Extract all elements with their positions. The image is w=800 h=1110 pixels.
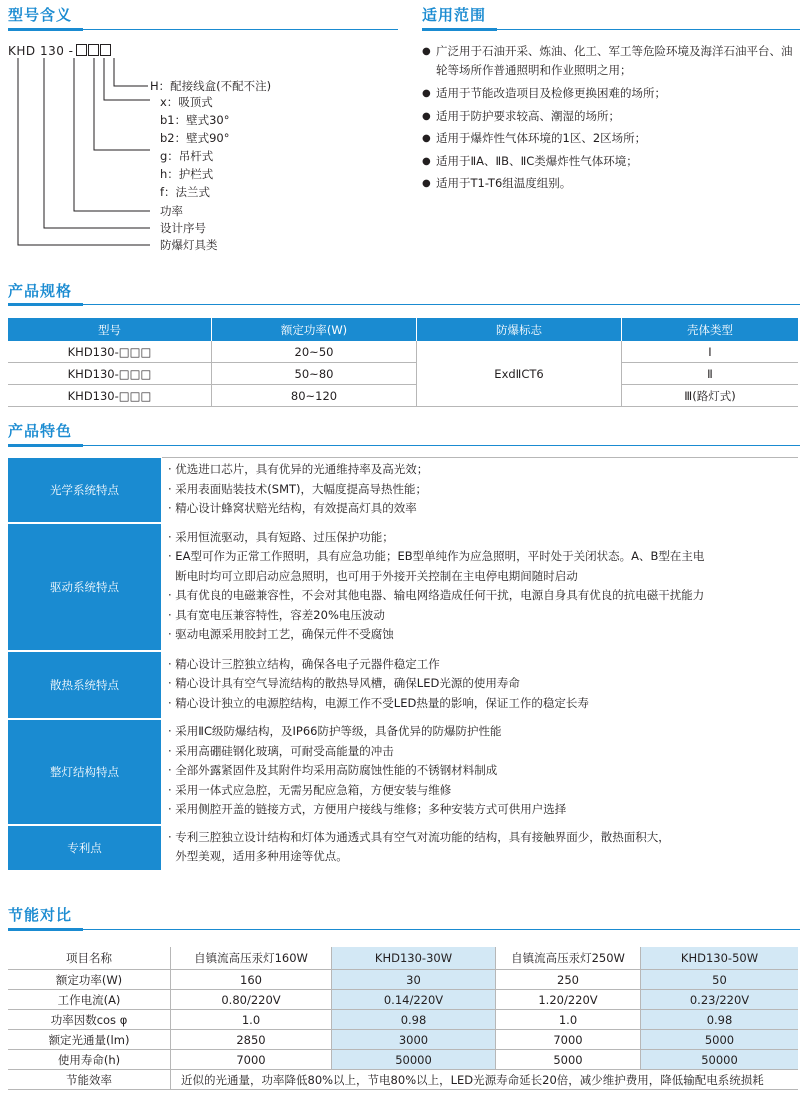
- energy-cell: 2850: [171, 1030, 332, 1050]
- feature-line: 断电时均可立即启动应急照明，也可用于外接开关控制在主电停电期间随时启动: [168, 568, 578, 583]
- feature-category: 驱动系统特点: [8, 523, 162, 651]
- scope-item: ● 适用于爆炸性气体环境的1区、2区场所；: [422, 129, 800, 148]
- spec-ex-mark: ExdⅡCT6: [417, 341, 622, 407]
- energy-comparison-table: [8, 947, 798, 1090]
- energy-cell: 1.0: [496, 1010, 641, 1030]
- legend-item: f：法兰式: [160, 185, 211, 199]
- scope-item: ● 广泛用于石油开采、炼油、化工、军工等危险环境及海洋石油平台、油轮等场所作普通照明和作业照明之用；: [422, 42, 800, 80]
- feature-line: · 采用恒流驱动，具有短路、过压保护功能；: [168, 529, 394, 544]
- table-row: [8, 341, 798, 363]
- feature-line: · 驱动电源采用胶封工艺，确保元件不受腐蚀: [168, 627, 394, 641]
- section-divider: [83, 304, 800, 305]
- energy-cell: 5000: [641, 1030, 799, 1050]
- spec-power: 80~120: [212, 385, 417, 407]
- feature-line: · 采用侧腔开盖的链接方式，方便用户接线与维修；多种安装方式可供用户选择: [168, 802, 567, 817]
- spec-header-row: [8, 318, 798, 341]
- energy-cell: 3000: [332, 1030, 496, 1050]
- feature-description: [162, 825, 799, 871]
- section-title-model-meaning: 型号含义: [8, 6, 73, 24]
- spec-power: 50~80: [212, 363, 417, 385]
- feature-row: [8, 651, 798, 719]
- feature-line: · 具有优良的电磁兼容性，不会对其他电器、输电网络造成任何干扰，电源自身具有优良的抗电磁干扰能力: [168, 588, 705, 602]
- feature-line: · EA型可作为正常工作照明，具有应急功能；EB型单纯作为应急照明，平时处于关闭状态。A、B型在主电: [168, 549, 705, 563]
- energy-cell: 0.80/220V: [171, 990, 332, 1010]
- feature-row: [8, 523, 798, 651]
- energy-cell: 0.98: [641, 1010, 799, 1030]
- energy-cell: 0.14/220V: [332, 990, 496, 1010]
- legend-item: 设计序号: [160, 221, 206, 235]
- scope-item: ● 适用于防护要求较高、潮湿的场所；: [422, 107, 800, 126]
- energy-cell: 50000: [641, 1050, 799, 1070]
- energy-cell: 1.0: [171, 1010, 332, 1030]
- spec-model: KHD130-□□□: [8, 363, 212, 385]
- spec-power: 20~50: [212, 341, 417, 363]
- feature-line: · 精心设计三腔独立结构，确保各电子元器件稳定工作: [168, 656, 440, 671]
- feature-description: [162, 651, 799, 719]
- energy-cell: 50: [641, 970, 799, 990]
- feature-line: · 专利三腔独立设计结构和灯体为通透式具有空气对流功能的结构，具有接触界面少，散热面积大，: [168, 829, 670, 844]
- energy-cell: 7000: [496, 1030, 641, 1050]
- section-underline: [422, 28, 497, 31]
- scope-item: ● 适用于ⅡA、ⅡB、ⅡC类爆炸性气体环境；: [422, 152, 800, 171]
- feature-line: · 采用高硼硅钢化玻璃，可耐受高能量的冲击: [168, 743, 394, 758]
- scope-item: ● 适用于节能改造项目及检修更换困难的场所；: [422, 84, 800, 103]
- spec-shell: Ⅲ(路灯式): [622, 385, 799, 407]
- table-row: [8, 363, 798, 385]
- energy-cell: 节能效率: [8, 1070, 171, 1090]
- table-row: [8, 990, 798, 1010]
- section-underline: [8, 303, 83, 306]
- table-row: [8, 1070, 798, 1090]
- table-row: [8, 1050, 798, 1070]
- table-row: [8, 1030, 798, 1050]
- feature-line: · 采用ⅡC级防爆结构，及IP66防护等级，具备优异的防爆防护性能: [168, 724, 502, 739]
- energy-cell: 额定光通量(lm): [8, 1030, 171, 1050]
- energy-cell: 160: [171, 970, 332, 990]
- feature-line: · 全部外露紧固件及其附件均采用高防腐蚀性能的不锈钢材料制成: [168, 763, 498, 778]
- legend-item: g：吊杆式: [160, 149, 214, 163]
- energy-cell: 30: [332, 970, 496, 990]
- section-title-specs: 产品规格: [8, 282, 73, 300]
- energy-cell: 0.98: [332, 1010, 496, 1030]
- spec-table: [8, 318, 798, 407]
- energy-cell: 250: [496, 970, 641, 990]
- energy-header-row: [8, 947, 798, 970]
- section-title-features: 产品特色: [8, 422, 73, 440]
- table-row: [8, 385, 798, 407]
- spec-model: KHD130-□□□: [8, 385, 212, 407]
- energy-cell: 5000: [496, 1050, 641, 1070]
- legend-item: 功率: [160, 204, 183, 218]
- table-row: [8, 970, 798, 990]
- legend-item: b1：壁式30°: [160, 113, 230, 127]
- feature-line: · 优选进口芯片，具有优异的光通维持率及高光效；: [168, 462, 429, 476]
- energy-cell: 额定功率(W): [8, 970, 171, 990]
- spec-header: 额定功率(W): [212, 318, 417, 341]
- feature-category: 专利点: [8, 825, 162, 871]
- features-table: [8, 457, 798, 872]
- feature-description: [162, 719, 799, 825]
- section-underline: [8, 928, 83, 931]
- feature-line: · 精心设计具有空气导流结构的散热导风槽，确保LED光源的使用寿命: [168, 676, 520, 691]
- feature-row: [8, 825, 798, 871]
- feature-description: [162, 523, 799, 651]
- energy-cell: 功率因数cos φ: [8, 1010, 171, 1030]
- section-divider: [83, 445, 800, 446]
- scope-item: ● 适用于T1-T6组温度组别。: [422, 174, 800, 193]
- feature-line: · 精心设计独立的电源腔结构，电源工作不受LED热量的影响，保证工作的稳定长寿: [168, 695, 589, 710]
- energy-cell: 0.23/220V: [641, 990, 799, 1010]
- spec-header: 壳体类型: [622, 318, 799, 341]
- spec-header: 型号: [8, 318, 212, 341]
- spec-model: KHD130-□□□: [8, 341, 212, 363]
- energy-cell: 使用寿命(h): [8, 1050, 171, 1070]
- feature-line: · 具有宽电压兼容特性，容差20%电压波动: [168, 607, 385, 622]
- energy-efficiency-text: 近似的光通量，功率降低80%以上，节电80%以上，LED光源寿命延长20倍，减少维护费用，降低输配电系统损耗: [171, 1070, 799, 1090]
- legend-item: 防爆灯具类: [160, 238, 218, 252]
- feature-line: 外型美观，适用多种用途等优点。: [168, 849, 348, 863]
- feature-category: 散热系统特点: [8, 651, 162, 719]
- energy-header: KHD130-50W: [641, 947, 799, 970]
- energy-header: 自镇流高压汞灯250W: [496, 947, 641, 970]
- spec-header: 防爆标志: [417, 318, 622, 341]
- section-divider: [83, 929, 800, 930]
- feature-description: [162, 458, 799, 523]
- legend-item: h：护栏式: [160, 167, 214, 181]
- energy-cell: 50000: [332, 1050, 496, 1070]
- table-row: [8, 1010, 798, 1030]
- feature-row: [8, 458, 798, 523]
- energy-cell: 工作电流(A): [8, 990, 171, 1010]
- feature-category: 整灯结构特点: [8, 719, 162, 825]
- spec-shell: Ⅱ: [622, 363, 799, 385]
- section-title-energy: 节能对比: [8, 906, 73, 924]
- model-prefix: KHD 130 -: [8, 44, 74, 58]
- energy-cell: 1.20/220V: [496, 990, 641, 1010]
- scope-list: [422, 42, 800, 197]
- energy-header: KHD130-30W: [332, 947, 496, 970]
- feature-line: · 采用一体式应急腔，无需另配应急箱，方便安装与维修: [168, 782, 452, 797]
- feature-line: · 采用表面贴装技术(SMT)，大幅度提高导热性能；: [168, 481, 428, 496]
- feature-row: [8, 719, 798, 825]
- energy-cell: 7000: [171, 1050, 332, 1070]
- energy-header: 自镇流高压汞灯160W: [171, 947, 332, 970]
- feature-line: · 精心设计蜂窝状赔光结构，有效提高灯具的效率: [168, 501, 417, 515]
- section-title-scope: 适用范围: [422, 6, 487, 24]
- legend-item: b2：壁式90°: [160, 131, 230, 145]
- section-divider: [497, 29, 800, 30]
- feature-category: 光学系统特点: [8, 458, 162, 523]
- energy-header: 项目名称: [8, 947, 171, 970]
- section-underline: [8, 444, 83, 447]
- spec-shell: Ⅰ: [622, 341, 799, 363]
- legend-item: x：吸顶式: [160, 95, 213, 109]
- legend-item: H：配接线盒(不配不注): [150, 79, 272, 93]
